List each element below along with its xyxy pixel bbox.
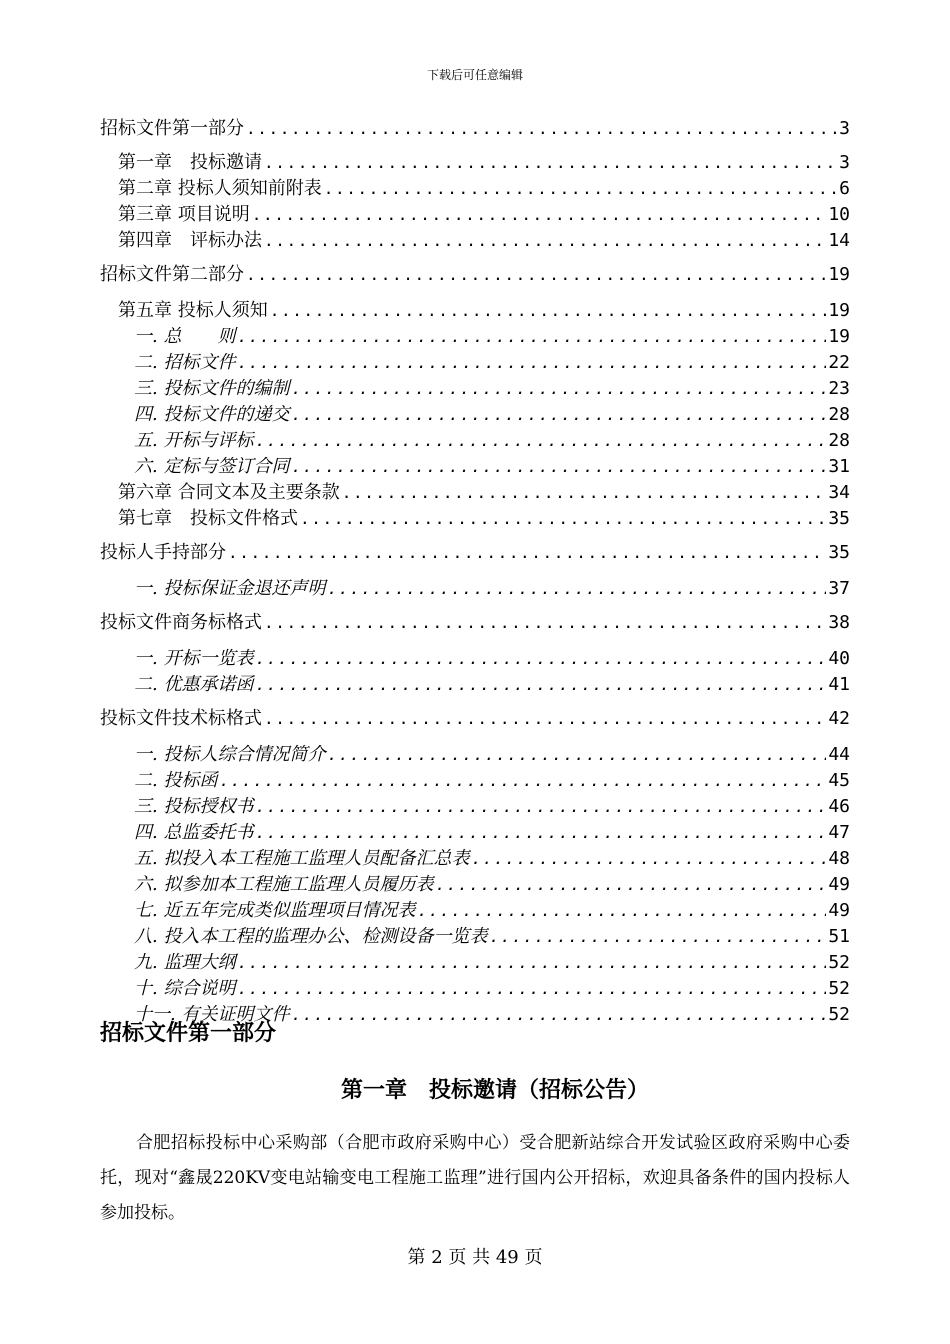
toc-entry-label: 十. 综合说明 xyxy=(134,978,236,999)
toc-entry[interactable] xyxy=(100,376,850,402)
toc-dot-leader xyxy=(264,150,837,176)
toc-entry[interactable] xyxy=(100,976,850,1002)
toc-entry-page: 6 xyxy=(839,178,850,199)
toc-dot-leader xyxy=(255,672,826,698)
toc-entry-page: 14 xyxy=(828,230,850,251)
toc-dot-leader xyxy=(471,846,826,872)
toc-dot-leader xyxy=(255,428,826,454)
toc-entry-page: 49 xyxy=(828,874,850,895)
toc-dot-leader xyxy=(435,872,826,898)
toc-entry[interactable] xyxy=(100,610,850,636)
toc-entry-label: 第二章 投标人须知前附表 xyxy=(118,178,322,199)
toc-dot-leader xyxy=(219,768,826,794)
toc-entry-page: 10 xyxy=(828,204,850,225)
toc-dot-leader xyxy=(327,576,826,602)
toc-dot-leader xyxy=(291,454,826,480)
toc-dot-leader xyxy=(264,610,826,636)
toc-dot-leader xyxy=(270,298,827,324)
toc-entry-label: 二. 优惠承诺函 xyxy=(134,674,254,695)
toc-dot-leader xyxy=(291,1002,826,1028)
toc-entry[interactable] xyxy=(100,820,850,846)
toc-entry-label: 一. 投标人综合情况简介 xyxy=(134,744,326,765)
toc-entry-label: 招标文件第一部分 xyxy=(100,118,244,139)
toc-entry-label: 一. 开标一览表 xyxy=(134,648,254,669)
toc-entry[interactable] xyxy=(100,428,850,454)
toc-dot-leader xyxy=(237,350,826,376)
toc-entry-label: 六. 拟参加本工程施工监理人员履历表 xyxy=(134,874,434,895)
toc-entry-label: 二. 招标文件 xyxy=(134,352,236,373)
toc-dot-leader xyxy=(264,228,826,254)
toc-entry-label: 投标文件商务标格式 xyxy=(100,612,262,633)
toc-entry[interactable] xyxy=(100,350,850,376)
toc-entry-label: 第一章 投标邀请 xyxy=(118,152,262,173)
part-title: 招标文件第一部分 xyxy=(100,1021,277,1046)
toc-entry-page: 3 xyxy=(839,152,850,173)
toc-entry-page: 34 xyxy=(828,482,850,503)
toc-entry-page: 52 xyxy=(828,1004,850,1025)
toc-entry-label: 五. 开标与评标 xyxy=(134,430,254,451)
toc-entry[interactable] xyxy=(100,706,850,732)
toc-entry-page: 48 xyxy=(828,848,850,869)
toc-entry[interactable] xyxy=(100,872,850,898)
toc-entry[interactable] xyxy=(100,202,850,228)
toc-entry-label: 一. 总 则 xyxy=(134,326,236,347)
toc-entry[interactable] xyxy=(100,846,850,872)
toc-entry-page: 19 xyxy=(828,264,850,285)
toc-entry[interactable] xyxy=(100,540,850,566)
toc-dot-leader xyxy=(246,262,826,288)
toc-entry-label: 三. 投标授权书 xyxy=(134,796,254,817)
toc-entry[interactable] xyxy=(100,672,850,698)
toc-dot-leader xyxy=(291,402,826,428)
chapter-title: 第一章 投标邀请（招标公告） xyxy=(340,1078,649,1103)
toc-entry[interactable] xyxy=(100,924,850,950)
toc-entry[interactable] xyxy=(100,176,850,202)
toc-dot-leader xyxy=(264,706,826,732)
toc-dot-leader xyxy=(255,820,826,846)
toc-entry[interactable] xyxy=(100,228,850,254)
toc-entry-page: 44 xyxy=(828,744,850,765)
toc-dot-leader xyxy=(417,898,826,924)
toc-entry-page: 40 xyxy=(828,648,850,669)
toc-entry-page: 35 xyxy=(828,542,850,563)
toc-dot-leader xyxy=(324,176,837,202)
toc-entry-label: 第五章 投标人须知 xyxy=(118,300,268,321)
toc-entry-page: 52 xyxy=(828,978,850,999)
page-header-note: 下载后可任意编辑 xyxy=(426,68,523,82)
toc-entry[interactable] xyxy=(100,742,850,768)
toc-entry-label: 三. 投标文件的编制 xyxy=(134,378,290,399)
toc-entry-label: 四. 总监委托书 xyxy=(134,822,254,843)
toc-entry-label: 第六章 合同文本及主要条款 xyxy=(118,482,340,503)
toc-entry-label: 十一. 有关证明文件 xyxy=(134,1004,290,1025)
toc-entry-page: 45 xyxy=(828,770,850,791)
toc-entry-page: 23 xyxy=(828,378,850,399)
toc-entry-page: 49 xyxy=(828,900,850,921)
toc-entry-label: 第四章 评标办法 xyxy=(118,230,262,251)
toc-entry-page: 52 xyxy=(828,952,850,973)
toc-dot-leader xyxy=(327,742,826,768)
toc-entry-label: 四. 投标文件的递交 xyxy=(134,404,290,425)
toc-entry-label: 投标文件技术标格式 xyxy=(100,708,262,729)
toc-entry[interactable] xyxy=(100,298,850,324)
toc-entry-page: 22 xyxy=(828,352,850,373)
toc-entry-page: 42 xyxy=(828,708,850,729)
toc-entry[interactable] xyxy=(100,116,850,142)
toc-entry[interactable] xyxy=(100,324,850,350)
toc-entry[interactable] xyxy=(100,506,850,532)
toc-entry-page: 35 xyxy=(828,508,850,529)
toc-entry-label: 第七章 投标文件格式 xyxy=(118,508,298,529)
toc-entry-label: 七. 近五年完成类似监理项目情况表 xyxy=(134,900,416,921)
toc-entry[interactable] xyxy=(100,898,850,924)
toc-entry-label: 第三章 项目说明 xyxy=(118,204,250,225)
toc-entry-label: 二. 投标函 xyxy=(134,770,218,791)
toc-entry-page: 19 xyxy=(828,326,850,347)
toc-dot-leader xyxy=(237,976,826,1002)
toc-entry-page: 51 xyxy=(828,926,850,947)
body-paragraph: 合肥招标投标中心采购部（合肥市政府采购中心）受合肥新站综合开发试验区政府采购中心委托，现对“鑫晟220KV变电站输变电工程施工监理”进行国内公开招标，欢迎具备条件的国内投标人参加投标。 xyxy=(100,1133,850,1223)
toc-entry-page: 38 xyxy=(828,612,850,633)
toc-entry[interactable] xyxy=(100,150,850,176)
toc-entry[interactable] xyxy=(100,454,850,480)
toc-entry-page: 37 xyxy=(828,578,850,599)
toc-dot-leader xyxy=(489,924,826,950)
toc-entry-page: 46 xyxy=(828,796,850,817)
toc-dot-leader xyxy=(342,480,827,506)
toc-entry-label: 八. 投入本工程的监理办公、检测设备一览表 xyxy=(134,926,488,947)
toc-entry-page: 41 xyxy=(828,674,850,695)
toc-entry-label: 九. 监理大纲 xyxy=(134,952,236,973)
toc-dot-leader xyxy=(228,540,826,566)
toc-entry-page: 3 xyxy=(839,118,850,139)
toc-dot-leader xyxy=(252,202,827,228)
toc-dot-leader xyxy=(255,646,826,672)
toc-entry-page: 19 xyxy=(828,300,850,321)
toc-dot-leader xyxy=(246,116,837,142)
toc-entry-page: 31 xyxy=(828,456,850,477)
toc-entry[interactable] xyxy=(100,950,850,976)
toc-entry[interactable] xyxy=(100,480,850,506)
toc-entry[interactable] xyxy=(100,262,850,288)
toc-entry-label: 五. 拟投入本工程施工监理人员配备汇总表 xyxy=(134,848,470,869)
toc-entry[interactable] xyxy=(100,576,850,602)
toc-dot-leader xyxy=(237,324,826,350)
toc-entry[interactable] xyxy=(100,794,850,820)
toc-entry[interactable] xyxy=(100,402,850,428)
toc-dot-leader xyxy=(237,950,826,976)
page-footer: 第 2 页 共 49 页 xyxy=(407,1247,543,1268)
toc-entry-page: 47 xyxy=(828,822,850,843)
toc-dot-leader xyxy=(255,794,826,820)
toc-entry-label: 一. 投标保证金退还声明 xyxy=(134,578,326,599)
toc-entry-label: 投标人手持部分 xyxy=(100,542,226,563)
toc-entry[interactable] xyxy=(100,768,850,794)
toc-entry-page: 28 xyxy=(828,430,850,451)
toc-dot-leader xyxy=(300,506,826,532)
toc-dot-leader xyxy=(291,376,826,402)
toc-entry-label: 六. 定标与签订合同 xyxy=(134,456,290,477)
toc-entry-page: 28 xyxy=(828,404,850,425)
toc-entry[interactable] xyxy=(100,646,850,672)
toc-entry-label: 招标文件第二部分 xyxy=(100,264,244,285)
